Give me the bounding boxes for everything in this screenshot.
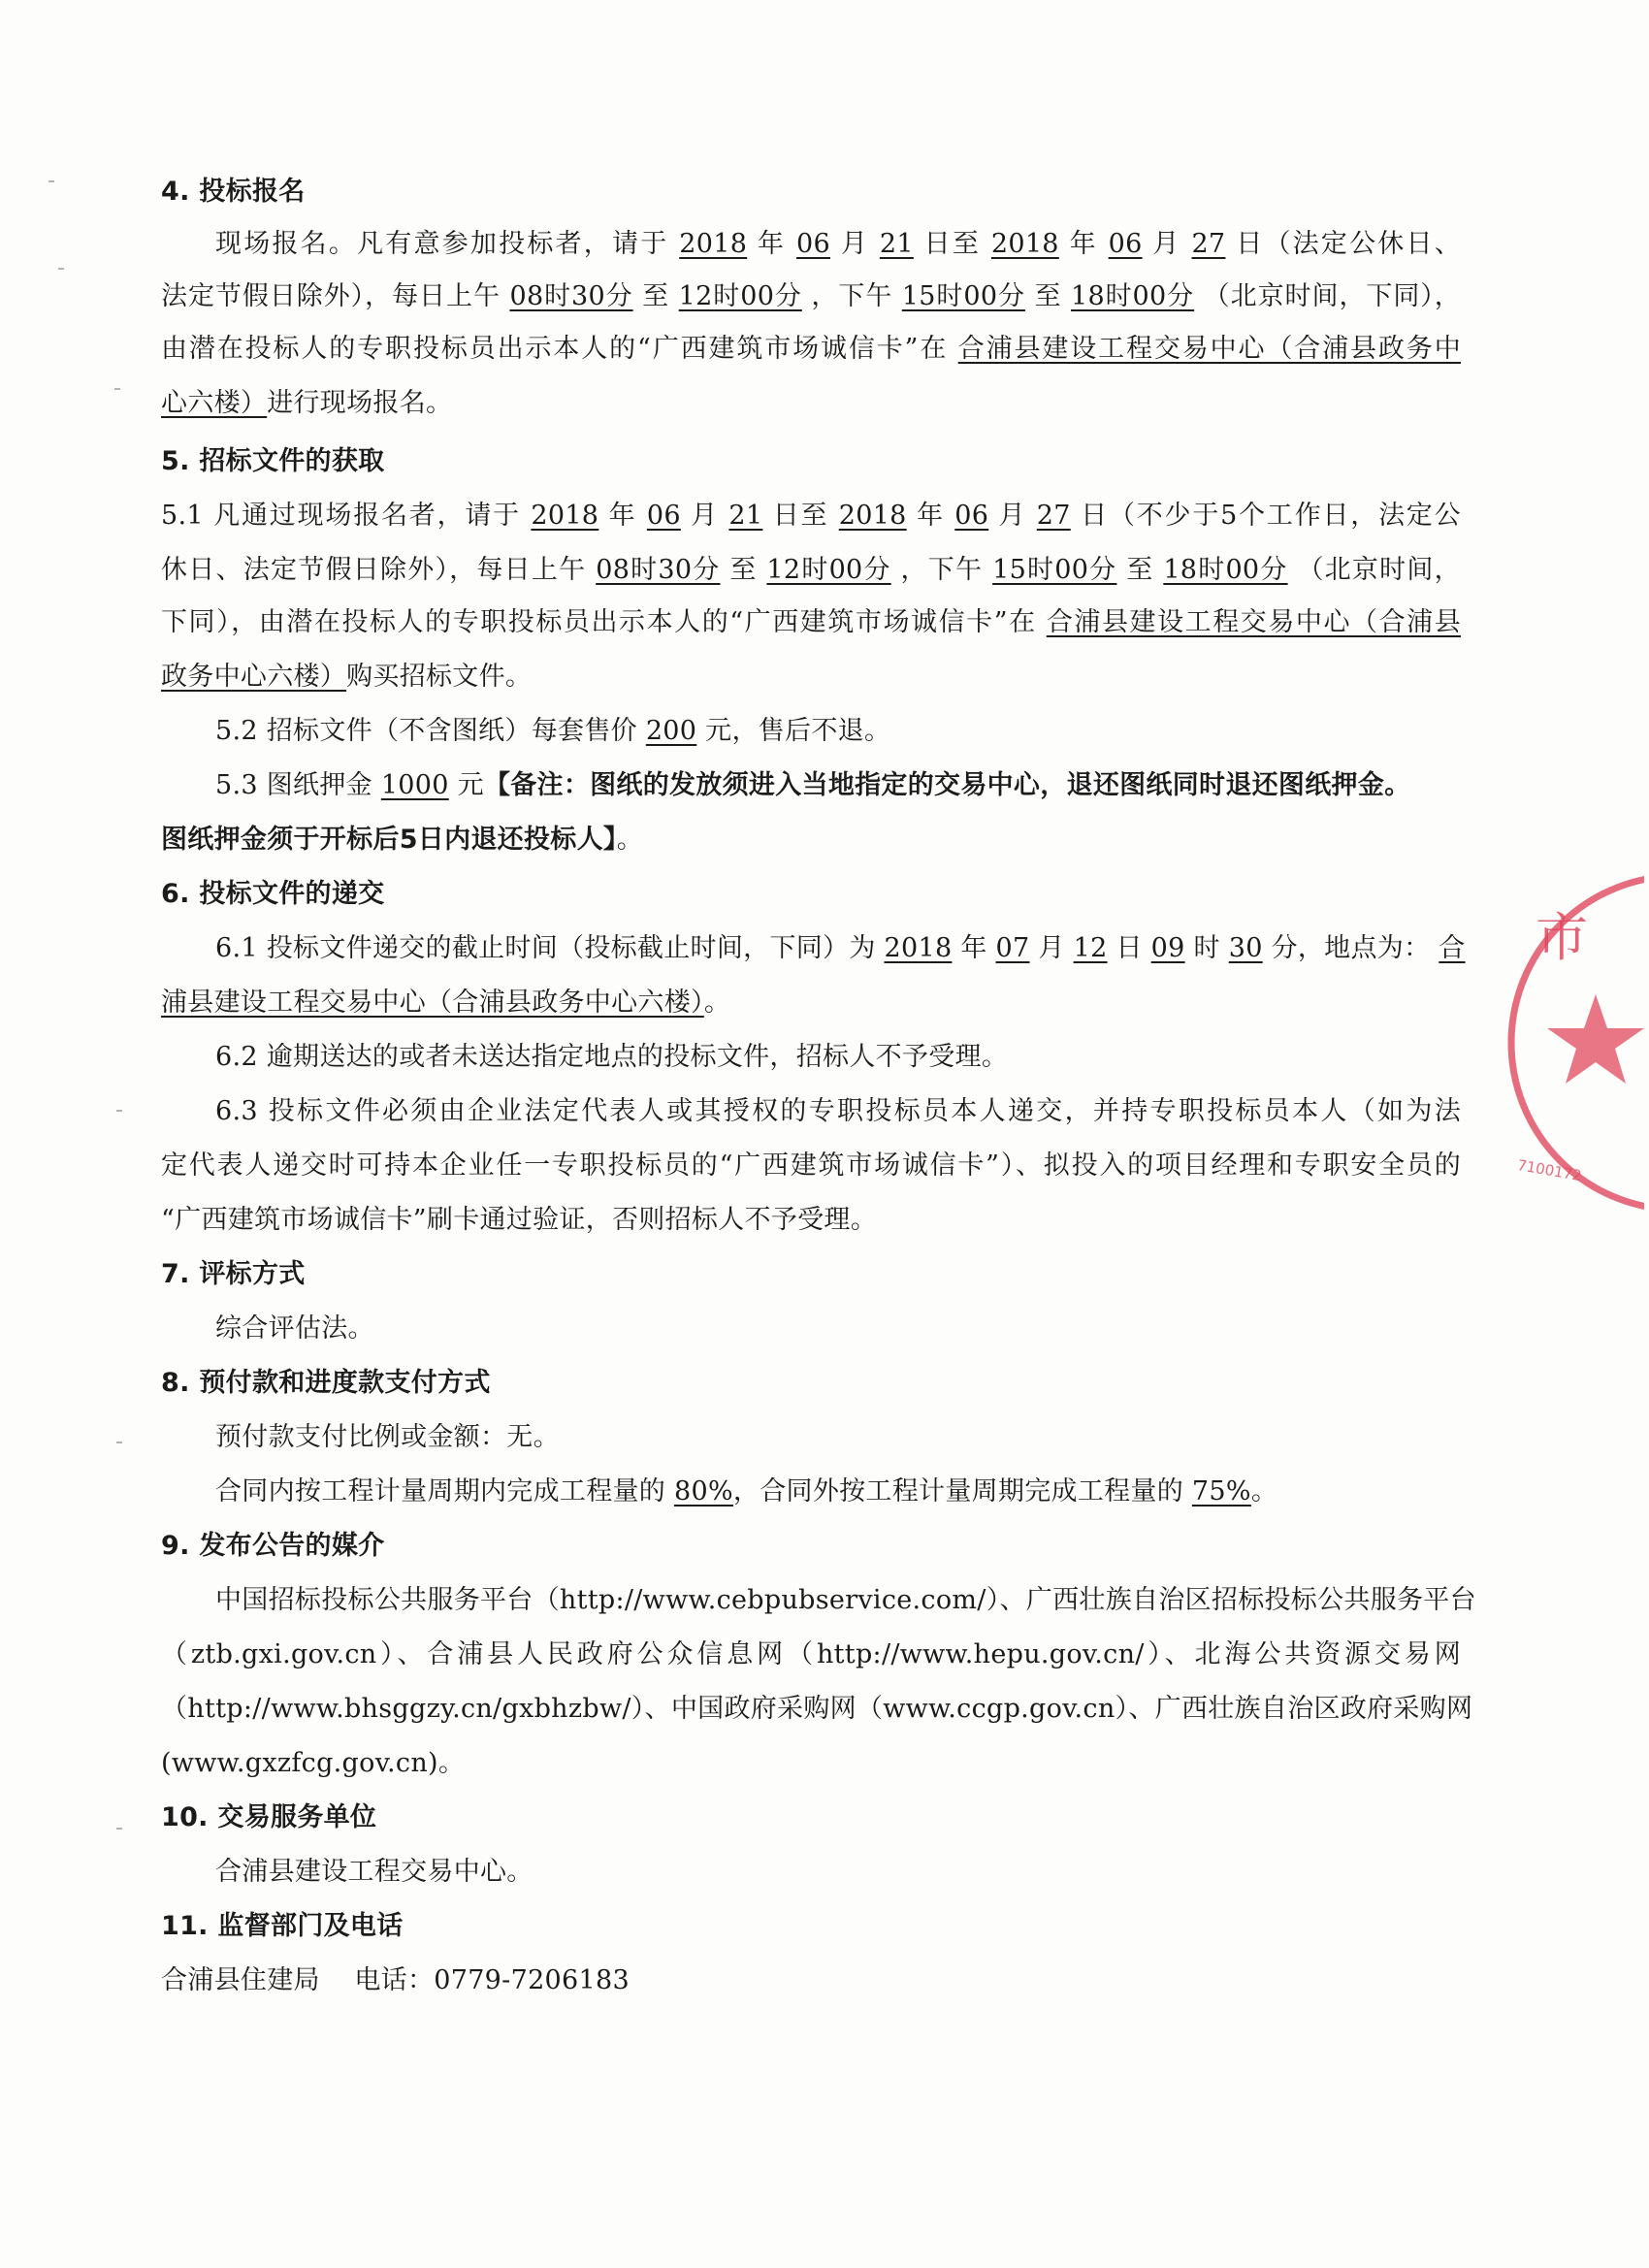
sec6-2: 6.2 逾期送达的或者未送达指定地点的投标文件，招标人不予受理。 — [215, 1042, 1009, 1072]
sec5-line-3: 下同），由潜在投标人的专职投标员出示本人的“广西建筑市场诚信卡”在 合浦县建设工程交易中心（合浦县 — [161, 607, 1462, 637]
section-4-heading: 4. 投标报名 — [161, 177, 306, 207]
sec4-line-1: 现场报名。凡有意参加投标者，请于 2018 年 06 月 21 日至 2018 年 06 月 27 日（法定公休日、 — [215, 229, 1462, 259]
sec5-line-4: 政务中心六楼）购买招标文件。 — [161, 662, 533, 692]
scan-speck — [58, 268, 64, 270]
sec6-1-line-1: 6.1 投标文件递交的截止时间（投标截止时间，下同）为 2018 年 07 月 12 日 09 时 30 分，地点为： 合 — [215, 933, 1466, 963]
sec9-line-2: （ztb.gxi.gov.cn）、合浦县人民政府公众信息网（http://www.hepu.gov.cn/）、北海公共资源交易网 — [161, 1639, 1461, 1669]
seal-star-icon — [1547, 994, 1644, 1084]
sec10-body: 合浦县建设工程交易中心。 — [215, 1857, 534, 1887]
sec5-line-2: 休日、法定节假日除外），每日上午 08时30分 至 12时00分 ，下午 15时00分 至 18时00分 （北京时间， — [161, 555, 1461, 585]
sec8-line-2: 合同内按工程计量周期内完成工程量的 80%，合同外按工程计量周期完成工程量的 75%。 — [215, 1476, 1278, 1507]
sec9-line-4: (www.gxzfcg.gov.cn)。 — [161, 1748, 466, 1778]
section-7-heading: 7. 评标方式 — [161, 1259, 306, 1289]
sec8-line-1: 预付款支付比例或金额：无。 — [215, 1422, 560, 1452]
sec9-line-3: （http://www.bhsggzy.cn/gxbhzbw/）、中国政府采购网（www.ccgp.gov.cn）、广西壮族自治区政府采购网 — [161, 1694, 1473, 1724]
seal-char: 市 — [1536, 907, 1588, 968]
section-8-heading: 8. 预付款和进度款支付方式 — [161, 1368, 491, 1398]
sec6-1-line-2: 浦县建设工程交易中心（合浦县政务中心六楼）。 — [161, 988, 731, 1018]
section-9-heading: 9. 发布公告的媒介 — [161, 1531, 385, 1561]
sec4-line-4: 心六楼）进行现场报名。 — [161, 388, 453, 418]
section-10-heading: 10. 交易服务单位 — [161, 1802, 377, 1832]
scan-speck — [48, 180, 54, 182]
scan-speck — [116, 1828, 122, 1830]
sec5-2-price: 5.2 招标文件（不含图纸）每套售价 200 元，售后不退。 — [215, 716, 891, 746]
sec5-3-deposit: 5.3 图纸押金 1000 元【备注：图纸的发放须进入当地指定的交易中心，退还图纸同时退还图纸押金。 — [215, 770, 1411, 800]
official-seal-stamp — [1499, 868, 1644, 1217]
seal-digits: 7100172 — [1515, 1155, 1583, 1185]
scan-speck — [114, 388, 120, 390]
sec7-body: 综合评估法。 — [215, 1313, 374, 1344]
sec5-3-note-line-2: 图纸押金须于开标后5日内退还投标人】。 — [161, 825, 643, 855]
sec11-contact: 合浦县住建局 电话：0779-7206183 — [161, 1965, 630, 1995]
sec6-3-line-2: 定代表人递交时可持本企业任一专职投标员的“广西建筑市场诚信卡”）、拟投入的项目经理和专职安全员的 — [161, 1150, 1461, 1181]
sec4-line-3: 由潜在投标人的专职投标员出示本人的“广西建筑市场诚信卡”在 合浦县建设工程交易中心（合浦县政务中 — [161, 334, 1461, 364]
scan-speck — [116, 1442, 122, 1443]
sec6-3-line-1: 6.3 投标文件必须由企业法定代表人或其授权的专职投标员本人递交，并持专职投标员本人（如为法 — [215, 1096, 1461, 1126]
scan-speck — [116, 1110, 122, 1112]
section-5-heading: 5. 招标文件的获取 — [161, 446, 385, 476]
sec5-line-1: 5.1 凡通过现场报名者，请于 2018 年 06 月 21 日至 2018 年 06 月 27 日（不少于5个工作日，法定公 — [161, 501, 1461, 531]
sec9-line-1: 中国招标投标公共服务平台（http://www.cebpubservice.com/）、广西壮族自治区招标投标公共服务平台 — [215, 1585, 1476, 1615]
sec4-line-2: 法定节假日除外），每日上午 08时30分 至 12时00分 ，下午 15时00分 至 18时00分 （北京时间，下同）， — [161, 281, 1462, 311]
section-6-heading: 6. 投标文件的递交 — [161, 879, 385, 909]
sec6-3-line-3: “广西建筑市场诚信卡”刷卡通过验证，否则招标人不予受理。 — [161, 1205, 878, 1235]
section-11-heading: 11. 监督部门及电话 — [161, 1911, 404, 1941]
